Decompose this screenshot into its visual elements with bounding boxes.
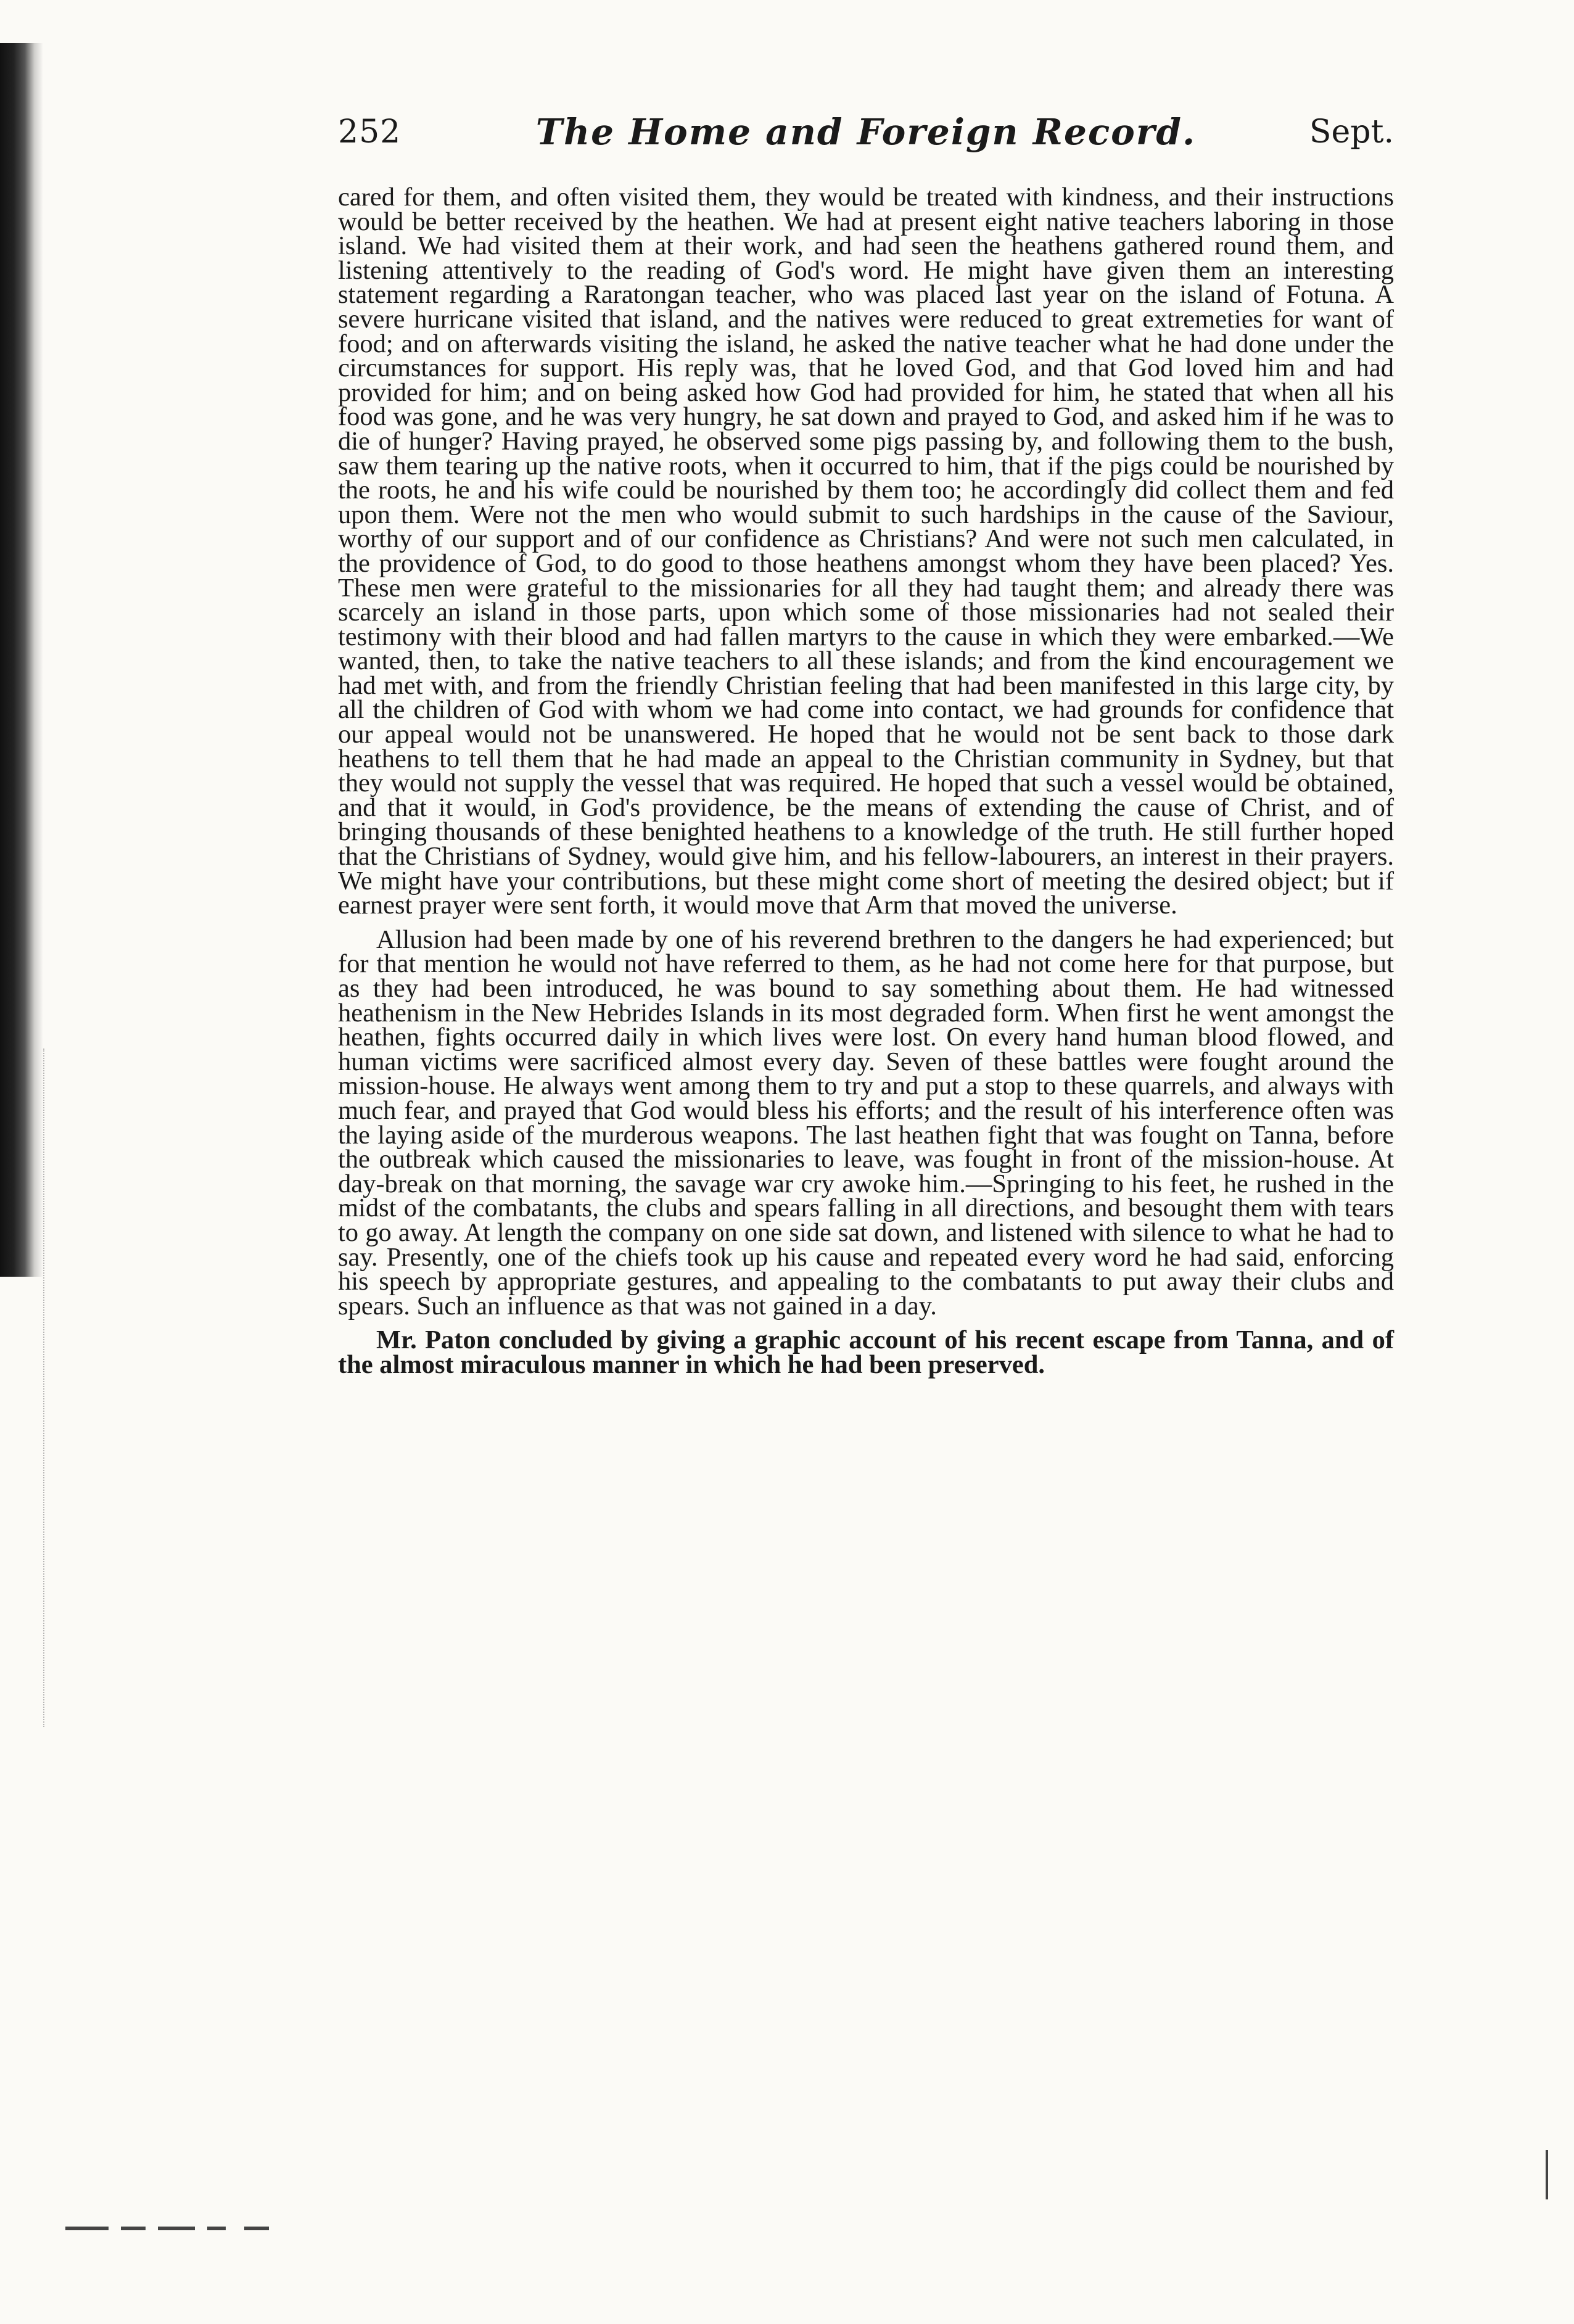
binding-margin-marks	[43, 1049, 59, 1727]
running-header	[338, 106, 1394, 162]
page-number: 252	[338, 113, 402, 150]
paragraph-paton-conclusion: Mr. Paton concluded by giving a graphic account of his recent escape from Tanna, and of the almost miraculous manner in which he had been preserved.	[338, 1325, 1394, 1379]
corner-scan-mark	[1546, 2150, 1548, 2199]
issue-month: Sept.	[1309, 113, 1394, 150]
paragraph-continued-speech: cared for them, and often visited them, they would be treated with kindness, and their instructions would be better received by the heathen. We had at present eight native teachers laboring in those island. We had visited them at their work, and had seen the heathens gathered round them, and listening attentively to the reading of God's word. He might have given them an interesting statement regarding a Raratongan teacher, who was placed last year on the island of Fotuna. A severe hurricane visited that island, and the natives were reduced to great extremeties for want of food; and on afterwards visiting the island, he asked the native teacher what he had done under the circumstances for support. His reply was, that he loved God, and that God loved him and had provided for him; and on being asked how God had provided for him, he stated that when all his food was gone, and he was very hungry, he sat down and prayed to God, and asked him if he was to die of hunger? Having prayed, he observed some pigs passing by, and following them to the bush, saw them tearing up the native roots, when it occurred to him, that if the pigs could be nourished by the roots, he and his wife could be nourished by them too; he accordingly did collect them and fed upon them. Were not the men who would submit to such hardships in the cause of the Saviour, worthy of our support and of our confidence as Christians? And were not such men calculated, in the providence of God, to do good to those heathens amongst whom they have been placed? Yes. These men were grateful to the missionaries for all they had taught them; and already there was scarcely an island in those parts, upon which some of those missionaries had not sealed their testimony with their blood and had fallen martyrs to the cause in which they were embarked.—We wanted, then, to take the native teachers to all these islands; and from the kind encouragement we had met with, and from the friendly Christian feeling that had been manifested in this large city, by all the children of God with whom we had come into contact, we had grounds for confidence that our appeal would not be unanswered. He hoped that he would not be sent back to those dark heathens to tell them that he had made an appeal to the Christian community in Sydney, but that they would not supply the vessel that was required. He hoped that such a vessel would be obtained, and that it would, in God's providence, be the means of extending the cause of Christ, and of bringing thousands of these benighted heathens to a knowledge of the truth. He still further hoped that the Christians of Sydney, would give him, and his fellow-labourers, an interest in their prayers. We might have your contributions, but these might come short of meeting the desired object; but if earnest prayer were sent forth, it would move that Arm that moved the universe.	[338, 183, 1394, 920]
article-body	[338, 185, 1394, 1377]
page-binding-edge	[0, 43, 43, 1277]
journal-title: The Home and Foreign Record.	[535, 111, 1197, 153]
paragraph-dangers-experienced: Allusion had been made by one of his reverend brethren to the dangers he had experienced; but for that mention he would not have referred to them, as he had not come here for that purpose, but as they had been introduced, he was bound to say something about them. He had witnessed heathenism in the New Hebrides Islands in its most degraded form. When first he went amongst the heathen, fights occurred daily in which lives were lost. On every hand human blood flowed, and human victims were sacrificed almost every day. Seven of these battles were fought around the mission-house. He always went among them to try and put a stop to these quarrels, and always with much fear, and prayed that God would bless his efforts; and the result of his interference often was the laying aside of the murderous weapons. The last heathen fight that was fought on Tanna, before the outbreak which caused the missionaries to leave, was fought in front of the mission-house. At day-break on that morning, the savage war cry awoke him.—Springing to his feet, he rushed in the midst of the combatants, the clubs and spears falling in all directions, and besought them with tears to go away. At length the company on one side sat down, and listened with silence to what he had to say. Presently, one of the chiefs took up his cause and repeated every word he had said, enforcing his speech by appropriate gestures, and appealing to the combatants to put away their clubs and spears. Such an influence as that was not gained in a day.	[338, 925, 1394, 1321]
footer-scan-marks	[65, 2213, 312, 2238]
